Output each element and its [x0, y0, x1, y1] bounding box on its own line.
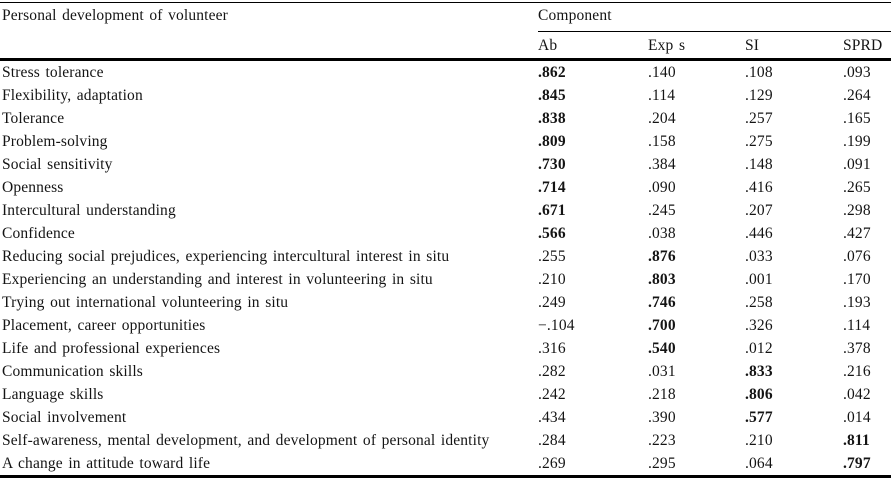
table-row: [0, 153, 891, 176]
value-cell: .199: [843, 132, 871, 150]
value-cell: .876: [648, 247, 676, 265]
value-cell: .416: [745, 178, 773, 196]
table-row: [0, 406, 891, 429]
value-cell: .838: [538, 109, 566, 127]
value-cell: .114: [648, 86, 676, 104]
table-row: [0, 360, 891, 383]
value-cell: .257: [745, 109, 773, 127]
row-header-title: Personal development of volunteer: [2, 7, 228, 24]
bottom-rule: [0, 475, 891, 478]
value-cell: .730: [538, 155, 566, 173]
row-label: Communication skills: [2, 362, 143, 380]
value-cell: .809: [538, 132, 566, 150]
table-row: [0, 176, 891, 199]
value-cell: .014: [843, 408, 871, 426]
value-cell: .038: [648, 224, 676, 242]
table-row: [0, 452, 891, 475]
value-cell: .129: [745, 86, 773, 104]
value-cell: .223: [648, 431, 676, 449]
row-label: Stress tolerance: [2, 63, 104, 81]
column-header-si: SI: [745, 36, 760, 54]
value-cell: .577: [745, 408, 773, 426]
value-cell: .811: [843, 431, 870, 449]
value-cell: .434: [538, 408, 566, 426]
value-cell: .249: [538, 293, 566, 311]
value-cell: .390: [648, 408, 676, 426]
value-cell: .158: [648, 132, 676, 150]
value-cell: −.104: [538, 316, 575, 334]
table-row: [0, 130, 891, 153]
value-cell: .540: [648, 339, 676, 357]
value-cell: .326: [745, 316, 773, 334]
value-cell: .700: [648, 316, 676, 334]
value-cell: .210: [745, 431, 773, 449]
value-cell: .258: [745, 293, 773, 311]
component-group-header: Component: [538, 3, 891, 32]
value-cell: .275: [745, 132, 773, 150]
row-label: Tolerance: [2, 109, 65, 127]
row-label: Experiencing an understanding and interest in volunteering in situ: [2, 270, 433, 288]
row-label: A change in attitude toward life: [2, 454, 211, 472]
value-cell: .714: [538, 178, 566, 196]
value-cell: .284: [538, 431, 566, 449]
column-header-exp-s: Exp s: [648, 36, 686, 54]
value-cell: .108: [745, 63, 773, 81]
value-cell: .064: [745, 454, 773, 472]
column-header-row: [0, 32, 891, 58]
table-row: [0, 245, 891, 268]
value-cell: .806: [745, 385, 773, 403]
table-row: [0, 291, 891, 314]
column-header-sprd: SPRD: [843, 36, 883, 54]
value-cell: .566: [538, 224, 566, 242]
table-row: [0, 383, 891, 406]
value-cell: .031: [648, 362, 676, 380]
row-label: Language skills: [2, 385, 104, 403]
row-label: Intercultural understanding: [2, 201, 176, 219]
value-cell: .384: [648, 155, 676, 173]
value-cell: .076: [843, 247, 871, 265]
value-cell: .671: [538, 201, 566, 219]
value-cell: .042: [843, 385, 871, 403]
table-row: [0, 268, 891, 291]
table-row: [0, 199, 891, 222]
table-row: [0, 222, 891, 245]
table-row: [0, 61, 891, 84]
column-header-ab: Ab: [538, 36, 558, 54]
value-cell: .265: [843, 178, 871, 196]
value-cell: .193: [843, 293, 871, 311]
value-cell: .216: [843, 362, 871, 380]
row-label: Confidence: [2, 224, 75, 242]
value-cell: .295: [648, 454, 676, 472]
value-cell: .148: [745, 155, 773, 173]
row-label: Openness: [2, 178, 64, 196]
value-cell: .797: [843, 454, 871, 472]
value-cell: .269: [538, 454, 566, 472]
value-cell: .245: [648, 201, 676, 219]
value-cell: .833: [745, 362, 773, 380]
table-row: [0, 107, 891, 130]
value-cell: .242: [538, 385, 566, 403]
value-cell: .282: [538, 362, 566, 380]
group-header-row: [0, 3, 891, 32]
row-label: Placement, career opportunities: [2, 316, 206, 334]
value-cell: .446: [745, 224, 773, 242]
value-cell: .264: [843, 86, 871, 104]
table-row: [0, 84, 891, 107]
value-cell: .378: [843, 339, 871, 357]
value-cell: .316: [538, 339, 566, 357]
value-cell: .090: [648, 178, 676, 196]
value-cell: .165: [843, 109, 871, 127]
row-label: Flexibility, adaptation: [2, 86, 143, 104]
value-cell: .218: [648, 385, 676, 403]
value-cell: .033: [745, 247, 773, 265]
value-cell: .207: [745, 201, 773, 219]
value-cell: .746: [648, 293, 676, 311]
table-row: [0, 337, 891, 360]
row-label: Life and professional experiences: [2, 339, 221, 357]
row-label: Social involvement: [2, 408, 127, 426]
value-cell: .001: [745, 270, 773, 288]
value-cell: .255: [538, 247, 566, 265]
value-cell: .012: [745, 339, 773, 357]
value-cell: .204: [648, 109, 676, 127]
row-label: Social sensitivity: [2, 155, 113, 173]
value-cell: .093: [843, 63, 871, 81]
value-cell: .298: [843, 201, 871, 219]
table-row: [0, 429, 891, 452]
value-cell: .114: [843, 316, 871, 334]
table-row: [0, 314, 891, 337]
value-cell: .427: [843, 224, 871, 242]
row-label: Problem-solving: [2, 132, 108, 150]
value-cell: .140: [648, 63, 676, 81]
row-label: Self-awareness, mental development, and development of personal identity: [2, 431, 490, 449]
value-cell: .845: [538, 86, 566, 104]
value-cell: .210: [538, 270, 566, 288]
value-cell: .170: [843, 270, 871, 288]
row-label: Reducing social prejudices, experiencing intercultural interest in situ: [2, 247, 450, 265]
value-cell: .091: [843, 155, 871, 173]
column-header-spacer: [0, 32, 538, 58]
table-body: [0, 61, 891, 475]
row-label: Trying out international volunteering in situ: [2, 293, 289, 311]
value-cell: .803: [648, 270, 676, 288]
value-cell: .862: [538, 63, 566, 81]
